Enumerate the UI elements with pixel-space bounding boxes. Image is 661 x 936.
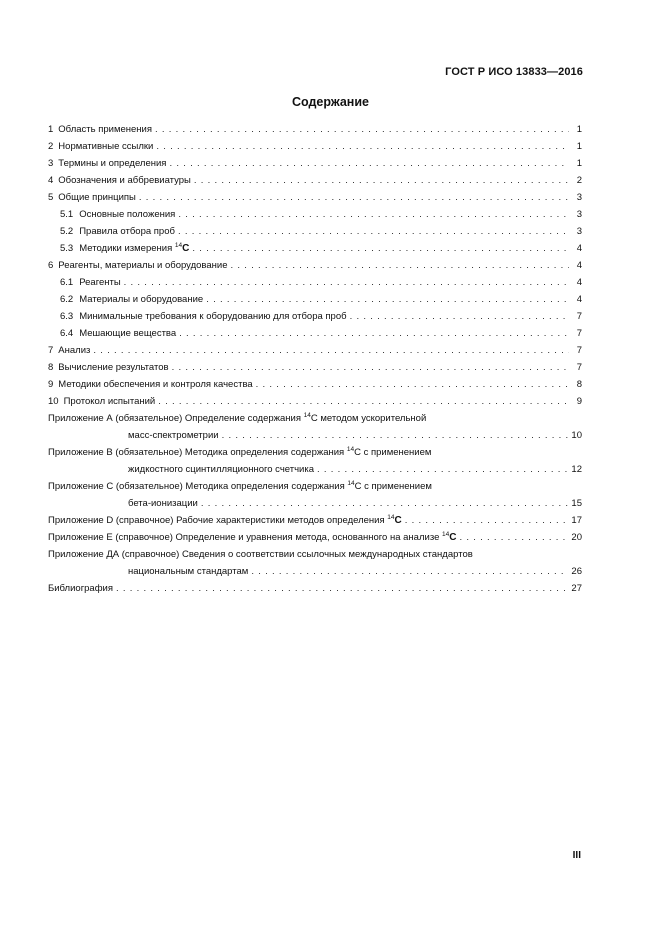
toc-entry-6-3[interactable]: 6.3 Минимальные требования к оборудованию для отбора проб . . . 7 [48,308,582,325]
toc-annex-da-line1[interactable]: Приложение ДА (справочное) Сведения о соответствии ссылочных международных стандартов [48,549,473,560]
toc-entry-7[interactable]: 7 Анализ . . . 7 [48,342,582,359]
toc-entry-6-2[interactable]: 6.2 Материалы и оборудование . . . 4 [48,291,582,308]
toc-entry-5-3[interactable]: 5.3 Методики измерения $^{14}$C . . . 4 [48,240,582,257]
toc-annex-c-line1[interactable]: Приложение С (обязательное) Методика определения содержания $^{14}$С с применением [48,480,432,492]
dot-leader [156,138,569,155]
dot-leader [139,189,569,206]
dot-leader [116,580,568,597]
toc-entry-1[interactable]: 1 Область применения . . . 1 [48,121,582,138]
toc-annex-b-line2[interactable]: жидкостного сцинтилляционного счетчика . . . 12 [48,461,582,478]
dot-leader [350,308,569,325]
dot-leader [158,393,569,410]
dot-leader [194,172,569,189]
dot-leader [201,495,569,512]
dot-leader [93,342,569,359]
dot-leader [405,512,569,529]
toc-annex-c-line2[interactable]: бета-ионизации . . . 15 [48,495,582,512]
dot-leader [251,563,568,580]
table-of-contents [48,121,582,597]
toc-bibliography[interactable]: Библиография . . . 27 [48,580,582,597]
dot-leader [231,257,570,274]
toc-entry-8[interactable]: 8 Вычисление результатов . . . 7 [48,359,582,376]
toc-entry-3[interactable]: 3 Термины и определения . . . 1 [48,155,582,172]
toc-entry-6[interactable]: 6 Реагенты, материалы и оборудование . . . 4 [48,257,582,274]
dot-leader [206,291,569,308]
toc-annex-a-line2[interactable]: масс-спектрометрии . . . 10 [48,427,582,444]
document-header: ГОСТ Р ИСО 13833—2016 [445,66,583,78]
toc-entry-4[interactable]: 4 Обозначения и аббревиатуры . . . 2 [48,172,582,189]
toc-annex-b-line1[interactable]: Приложение В (обязательное) Методика определения содержания $^{14}$С с применением [48,446,432,458]
toc-entry-6-1[interactable]: 6.1 Реагенты . . . 4 [48,274,582,291]
dot-leader [179,325,569,342]
dot-leader [172,359,569,376]
toc-annex-a-line1[interactable]: Приложение А (обязательное) Определение содержания $^{14}$С методом ускорительной [48,412,427,424]
dot-leader [222,427,569,444]
toc-annex-da-line2[interactable]: национальным стандартам . . . 26 [48,563,582,580]
toc-entry-5-1[interactable]: 5.1 Основные положения . . . 3 [48,206,582,223]
dot-leader [459,529,568,546]
dot-leader [124,274,569,291]
toc-entry-5-2[interactable]: 5.2 Правила отбора проб . . . 3 [48,223,582,240]
dot-leader [192,240,569,257]
toc-entry-5[interactable]: 5 Общие принципы . . . 3 [48,189,582,206]
toc-entry-9[interactable]: 9 Методики обеспечения и контроля качества . . . 8 [48,376,582,393]
dot-leader [178,223,569,240]
toc-annex-e[interactable]: Приложение Е (справочное) Определение и уравнения метода, основанного на анализе $^{14}$С . . . 20 [48,529,582,546]
toc-entry-10[interactable]: 10 Протокол испытаний . . . 9 [48,393,582,410]
toc-entry-6-4[interactable]: 6.4 Мешающие вещества . . . 7 [48,325,582,342]
dot-leader [155,121,569,138]
dot-leader [256,376,569,393]
dot-leader [169,155,569,172]
page-number: III [572,850,581,861]
toc-entry-2[interactable]: 2 Нормативные ссылки . . . 1 [48,138,582,155]
toc-title: Содержание [291,95,369,109]
dot-leader [178,206,569,223]
toc-annex-d[interactable]: Приложение D (справочное) Рабочие характеристики методов определения $^{14}$С . . . 17 [48,512,582,529]
dot-leader [317,461,568,478]
